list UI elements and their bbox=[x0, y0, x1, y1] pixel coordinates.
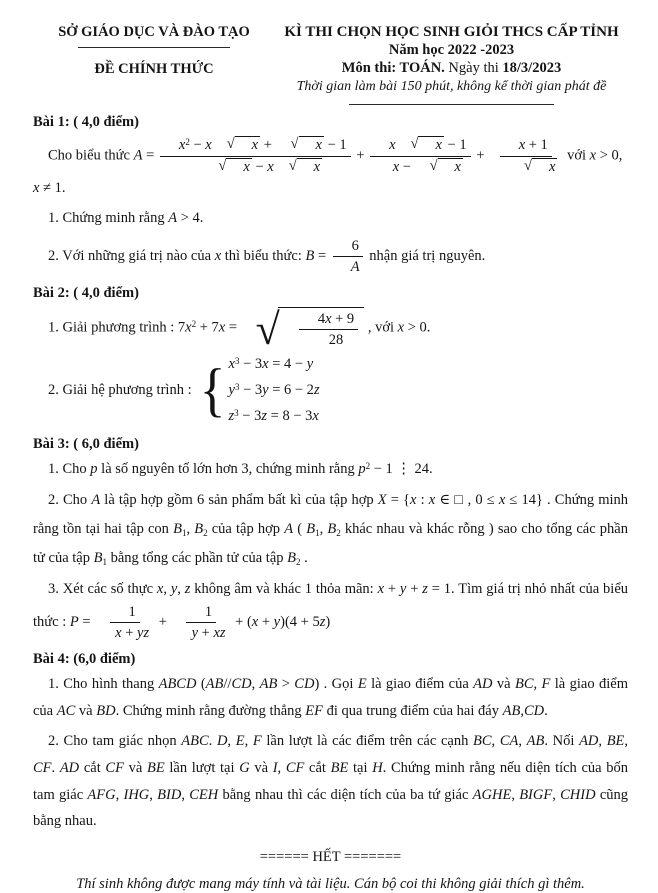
problem-3-question-3: 3. Xét các số thực x, y, z không âm và khác 1 thỏa mãn: x + y + z = 1. Tìm giá trị nhỏ nhất của biểu thức : P = $\frac{1}{x + yz}$ + $\frac{1}{y + xz}$ + (x + y)(4 + 5z) bbox=[33, 581, 629, 642]
problem-2-question-2 bbox=[33, 354, 628, 427]
problem-4-heading: Bài 4: (6,0 điểm) bbox=[33, 651, 136, 668]
problem-3-question-1: 1. Cho p là số nguyên tố lớn hơn 3, chứng minh rằng $p^2 - 1$ ⋮ 24. bbox=[48, 461, 433, 478]
issuer-name: SỞ GIÁO DỤC VÀ ĐÀO TẠO bbox=[58, 24, 250, 40]
problem-2 bbox=[33, 285, 628, 428]
problem-2-question-1: 1. Giải phương trình : $7x^2 + 7x$ = √ $\frac{4x + 9}{28}$ , với x > 0. bbox=[48, 304, 431, 354]
header-underline bbox=[349, 104, 554, 105]
equation-system bbox=[229, 354, 320, 427]
duration-note: Thời gian làm bài 150 phút, không kể thời gian phát đề bbox=[296, 79, 607, 94]
subject-date-line bbox=[275, 60, 628, 77]
issuer-block bbox=[33, 24, 275, 78]
subject-label: Môn thi: TOÁN. bbox=[341, 60, 445, 76]
problem-3-heading: Bài 3: ( 6,0 điểm) bbox=[33, 436, 139, 453]
problem-1-question-2: 2. Với những giá trị nào của x thì biểu thức: B = $\frac{6}{A}$ nhận giá trị nguyên. bbox=[48, 237, 486, 275]
system-lead-text: 2. Giải hệ phương trình : bbox=[48, 382, 192, 399]
problem-1-expression: Cho biểu thức A = $x^2 - x$ √ x + √ x − 1 √ x − x √ x + x √ x − 1 x − √ x + x + 1 √ x với x > 0, x ≠ 1. bbox=[33, 136, 623, 196]
school-year: Năm học 2022 -2023 bbox=[388, 42, 515, 58]
problem-3-question-2: 2. Cho A là tập hợp gồm 6 sản phẩm bất kì của tập hợp X = {x : x ∈ □ , 0 ≤ x ≤ 14} . Chứng minh rằng tồn tại hai tập con $B_1$, $B_2$ của tập hợp A ( $B_1$, $B_2$ khác nhau và khác rỗng ) sao cho tổng các phần tử của tập $B_1$ bằng tổng các phần tử của tập $B_2$ . bbox=[33, 492, 629, 567]
problem-1-question-1: 1. Chứng minh rằng A > 4. bbox=[48, 209, 204, 226]
system-equation-2: $y^3 - 3y = 6 - 2z$ bbox=[228, 381, 320, 398]
problem-1-heading: Bài 1: ( 4,0 điểm) bbox=[33, 114, 139, 130]
exam-date: 18/3/2023 bbox=[502, 60, 562, 76]
exam-title-block bbox=[275, 24, 628, 105]
system-equation-3: $z^3 - 3z = 8 - 3x$ bbox=[228, 407, 319, 424]
problem-1 bbox=[33, 114, 628, 276]
problem-3 bbox=[33, 436, 628, 642]
problem-2-heading: Bài 2: ( 4,0 điểm) bbox=[33, 284, 139, 301]
exam-title: KÌ THI CHỌN HỌC SINH GIỎI THCS CẤP TỈNH bbox=[284, 24, 619, 40]
problem-4 bbox=[33, 651, 628, 835]
system-brace: { bbox=[199, 357, 226, 424]
end-marker: ====== HẾT ======= bbox=[259, 849, 402, 866]
system-equation-1: $x^3 - 3x = 4 - y$ bbox=[228, 356, 314, 373]
problem-4-question-1: 1. Cho hình thang ABCD (AB//CD, AB > CD) . Gọi E là giao điểm của AD và BC, F là giao điểm của AC và BD. Chứng minh rằng đường thẳng EF đi qua trung điểm của hai đáy AB,CD. bbox=[33, 676, 628, 720]
footer-note: Thí sinh không được mang máy tính và tài liệu. Cán bộ coi thi không giải thích gì thêm. bbox=[76, 876, 585, 893]
official-exam-label: ĐỀ CHÍNH THỨC bbox=[94, 61, 214, 77]
exam-date-label: Ngày thi bbox=[444, 60, 503, 76]
issuer-underline bbox=[78, 47, 230, 48]
problem-4-question-2: 2. Cho tam giác nhọn ABC. D, E, F lần lượt là các điểm trên các cạnh BC, CA, AB. Nối AD, BE, CF. AD cắt CF và BE lần lượt tại G và I, CF cắt BE tại H. Chứng minh rằng nếu diện tích của bốn tam giác AFG, IHG, BID, CEH bằng nhau thì các diện tích của ba tứ giác AGHE, BIGF, CHID cũng bằng nhau. bbox=[33, 732, 629, 830]
header bbox=[33, 24, 628, 105]
